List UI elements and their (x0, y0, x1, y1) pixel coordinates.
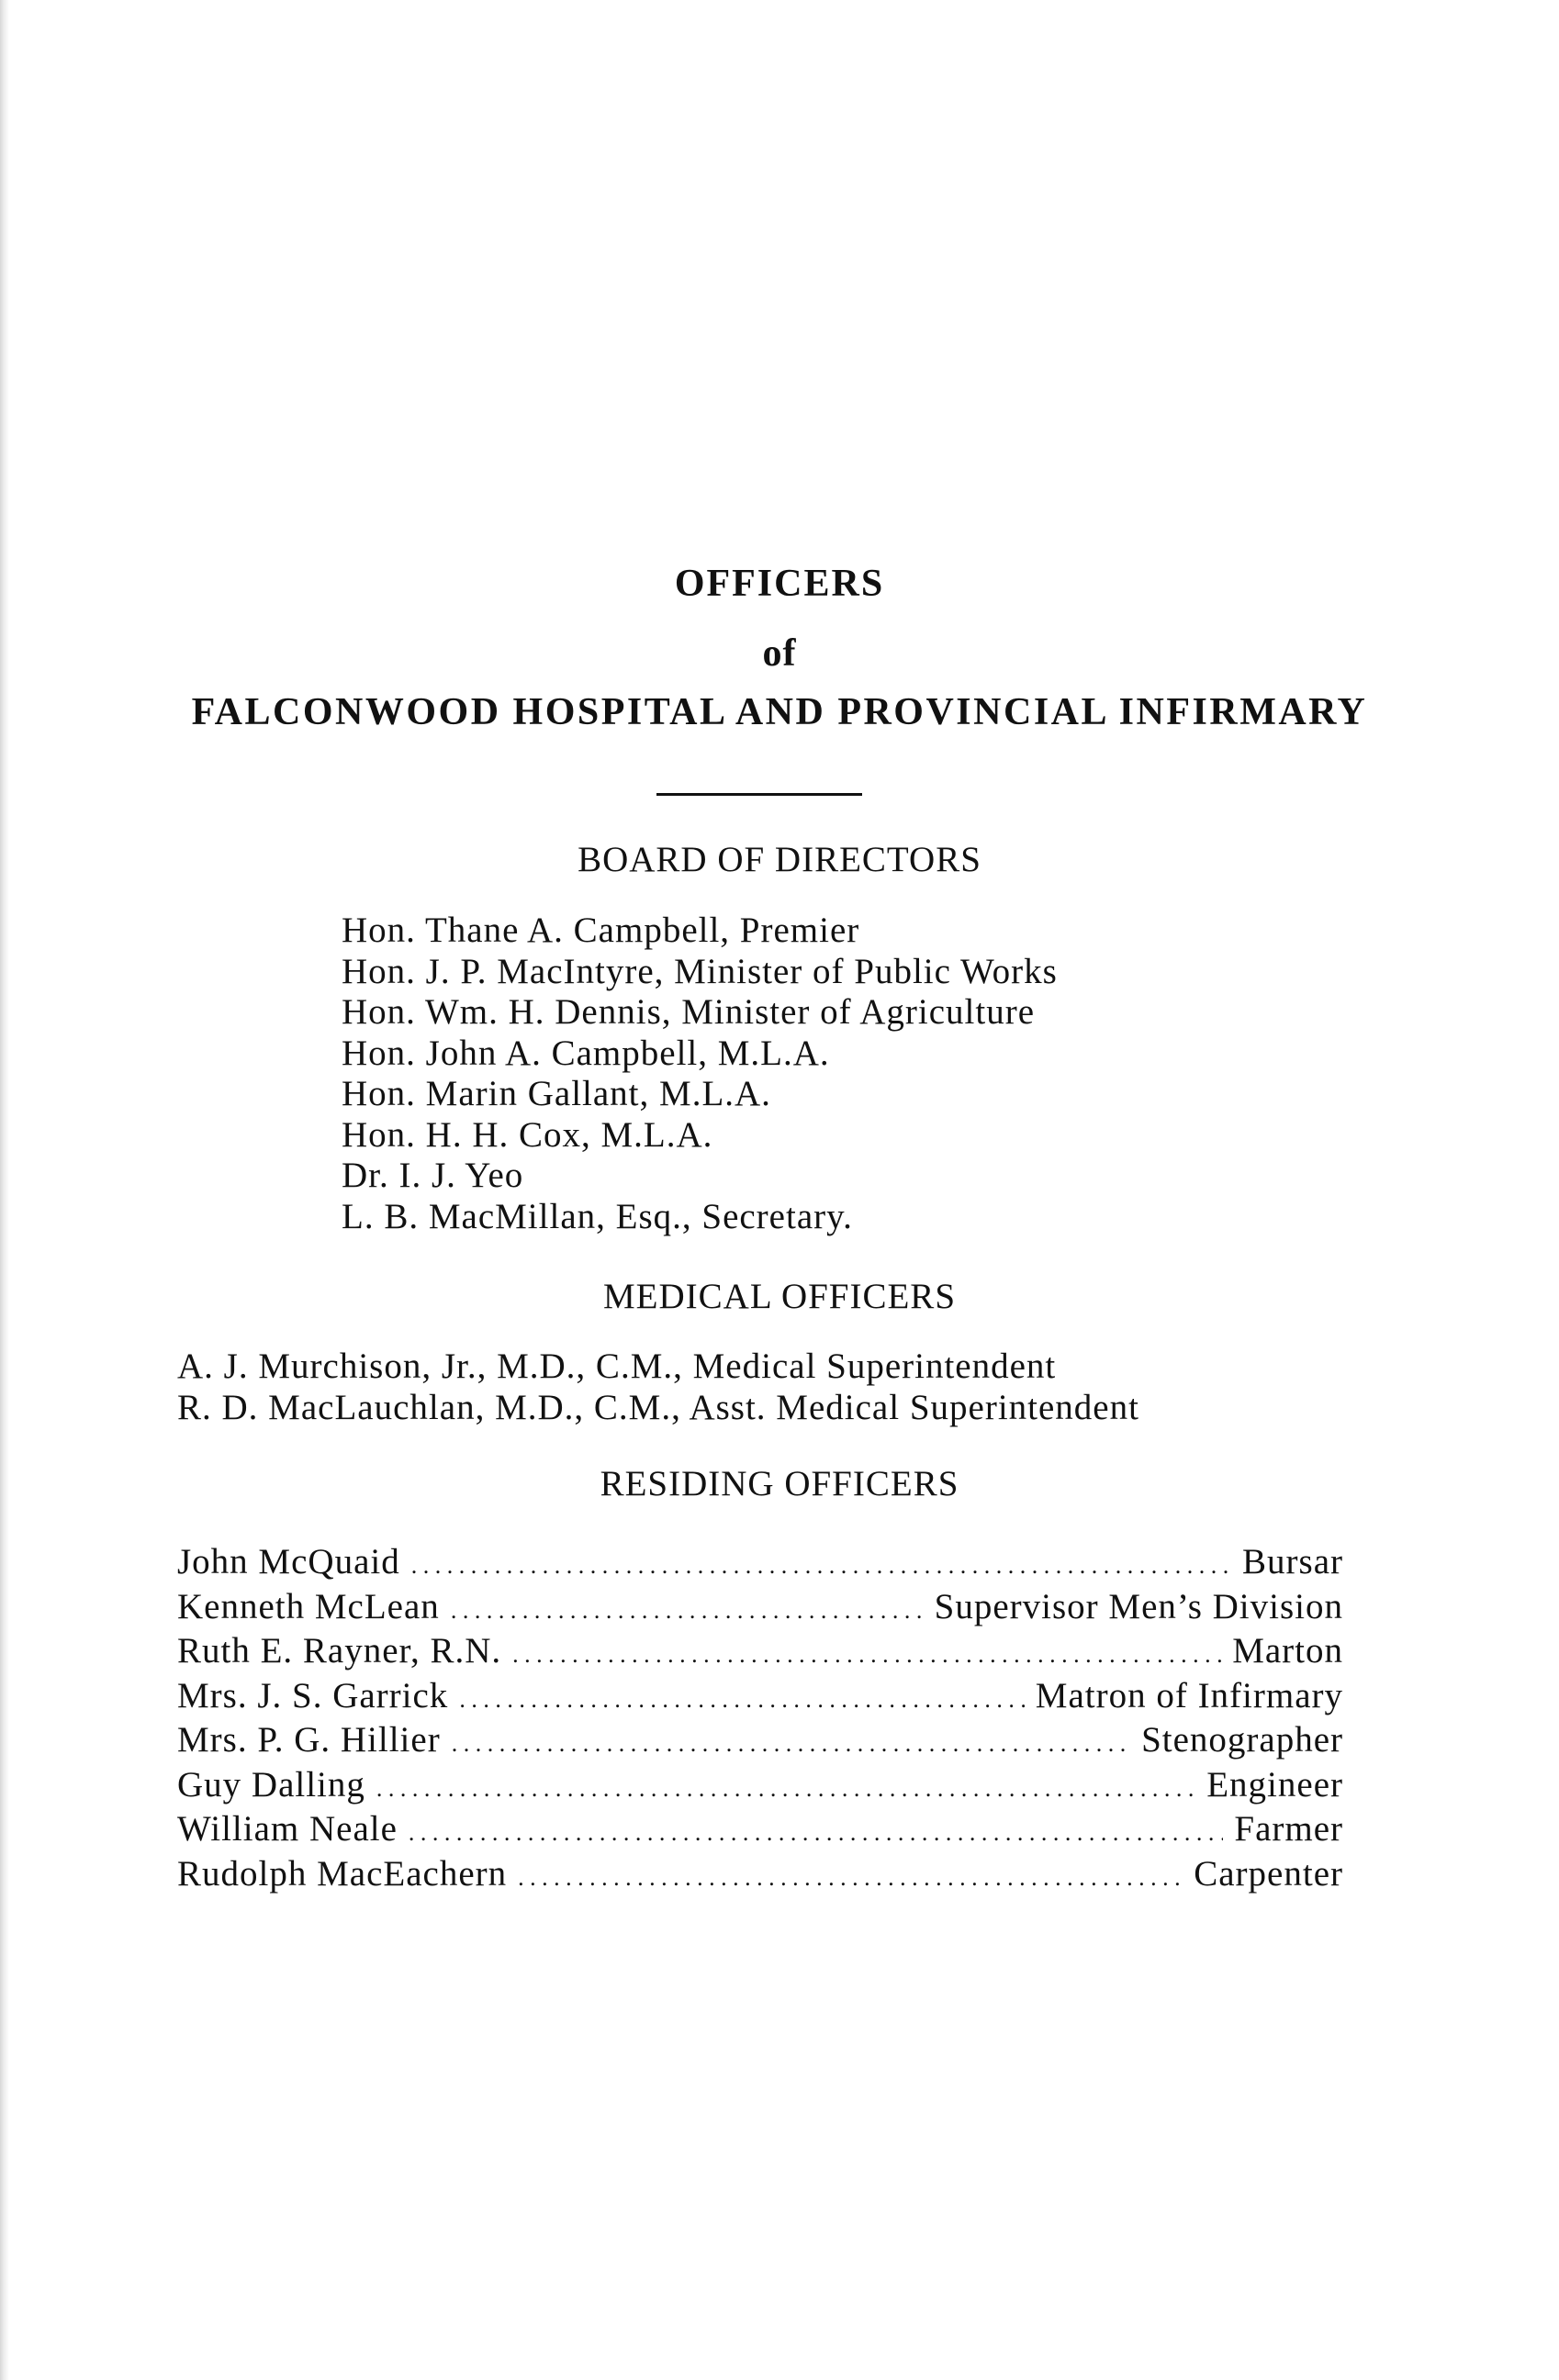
residing-officer-row (177, 1854, 1343, 1899)
residing-officers-list (177, 1542, 1343, 1898)
residing-officer-row (177, 1587, 1343, 1632)
residing-officers-heading: RESIDING OFFICERS (600, 1464, 959, 1503)
director-item: Hon. J. P. MacIntyre, Minister of Public Works (342, 951, 1058, 991)
dot-leader (459, 1676, 1024, 1721)
officer-name: John McQuaid (177, 1542, 400, 1581)
board-of-directors-heading: BOARD OF DIRECTORS (578, 840, 981, 879)
director-item: Hon. Wm. H. Dennis, Minister of Agriculture (342, 992, 1036, 1032)
residing-officer-row (177, 1631, 1343, 1676)
officer-role: Marton (1232, 1631, 1343, 1670)
dot-leader (376, 1765, 1195, 1810)
officer-name: Mrs. P. G. Hillier (177, 1720, 441, 1760)
director-item: Hon. H. H. Cox, M.L.A. (342, 1114, 713, 1155)
officer-name: William Neale (177, 1809, 398, 1849)
officer-role: Farmer (1234, 1809, 1343, 1849)
title-connector: of (762, 632, 797, 675)
dot-leader (409, 1809, 1223, 1854)
medical-officers-heading: MEDICAL OFFICERS (602, 1277, 957, 1316)
officer-name: Guy Dalling (177, 1764, 365, 1805)
dot-leader (451, 1587, 924, 1632)
officer-name: Mrs. J. S. Garrick (177, 1675, 449, 1715)
residing-officer-row (177, 1809, 1343, 1854)
dot-leader (452, 1720, 1130, 1765)
dot-leader (411, 1542, 1231, 1587)
officer-name: Ruth E. Rayner, R.N. (177, 1631, 502, 1670)
officer-name: Kenneth McLean (177, 1586, 440, 1626)
director-item: Hon. Thane A. Campbell, Premier (342, 911, 860, 950)
director-item: Hon. John A. Campbell, M.L.A. (342, 1033, 830, 1073)
medical-officers-list (177, 1346, 1139, 1428)
director-item: Dr. I. J. Yeo (342, 1156, 524, 1195)
officer-role: Bursar (1242, 1542, 1343, 1581)
officer-role: Supervisor Men’s Division (934, 1586, 1343, 1626)
residing-officer-row (177, 1542, 1343, 1587)
dot-leader (512, 1631, 1221, 1676)
officer-role: Stenographer (1141, 1720, 1343, 1760)
director-item: Hon. Marin Gallant, M.L.A. (342, 1074, 771, 1113)
officer-role: Matron of Infirmary (1035, 1675, 1343, 1715)
residing-officer-row (177, 1765, 1343, 1810)
officer-role: Engineer (1206, 1764, 1343, 1805)
page-title: OFFICERS (674, 563, 885, 605)
dot-leader (518, 1854, 1183, 1899)
residing-officer-row (177, 1720, 1343, 1765)
officer-name: Rudolph MacEachern (177, 1853, 508, 1894)
officer-role: Carpenter (1194, 1853, 1343, 1894)
institution-title: FALCONWOOD HOSPITAL AND PROVINCIAL INFIRMARY (191, 691, 1368, 733)
board-of-directors-list (342, 911, 1058, 1237)
medical-officer-item: R. D. MacLauchlan, M.D., C.M., Asst. Medical Superintendent (177, 1388, 1139, 1427)
residing-officer-row (177, 1676, 1343, 1721)
director-item: L. B. MacMillan, Esq., Secretary. (342, 1196, 853, 1236)
medical-officer-item: A. J. Murchison, Jr., M.D., C.M., Medical Superintendent (177, 1346, 1057, 1386)
title-divider (656, 793, 862, 796)
